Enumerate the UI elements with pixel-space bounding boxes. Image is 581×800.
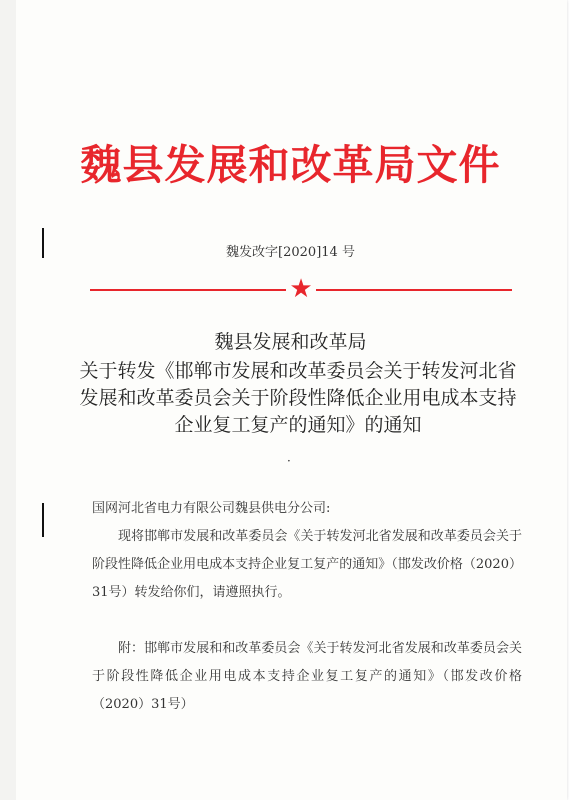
star-icon: ★ — [289, 274, 313, 304]
subject-heading: 关于转发《邯郸市发展和改革委员会关于转发河北省发展和改革委员会关于阶段性降低企业用电成本支持企业复工复产的通知》的通知 — [79, 360, 517, 436]
document-number: 魏发改字[2020]14 号 — [226, 245, 355, 260]
divider-line-right — [316, 289, 512, 291]
separator-dot: · — [287, 454, 291, 468]
attachment-note: 附：邯郸市发展和和改革委员会《关于转发河北省发展和改革委员会关于阶段性降低企业用电成本支持企业复工复产的通知》（邯发改价格（2020）31号） — [92, 641, 522, 712]
divider-line-left — [90, 289, 286, 291]
scan-edge — [0, 0, 16, 800]
binding-mark-bottom — [42, 503, 44, 537]
issuer-heading: 魏县发展和改革局 — [214, 331, 367, 353]
body-paragraph: 现将邯郸市发展和改革委员会《关于转发河北省发展和改革委员会关于阶段性降低企业用电成本支持企业复工复产的通知》（邯发改价格（2020）31号）转发给你们，请遵照执行。 — [92, 529, 522, 600]
document-title: 魏县发展和改革局文件 — [80, 141, 501, 189]
addressee: 国网河北省电力有限公司魏县供电分公司: — [92, 501, 331, 516]
